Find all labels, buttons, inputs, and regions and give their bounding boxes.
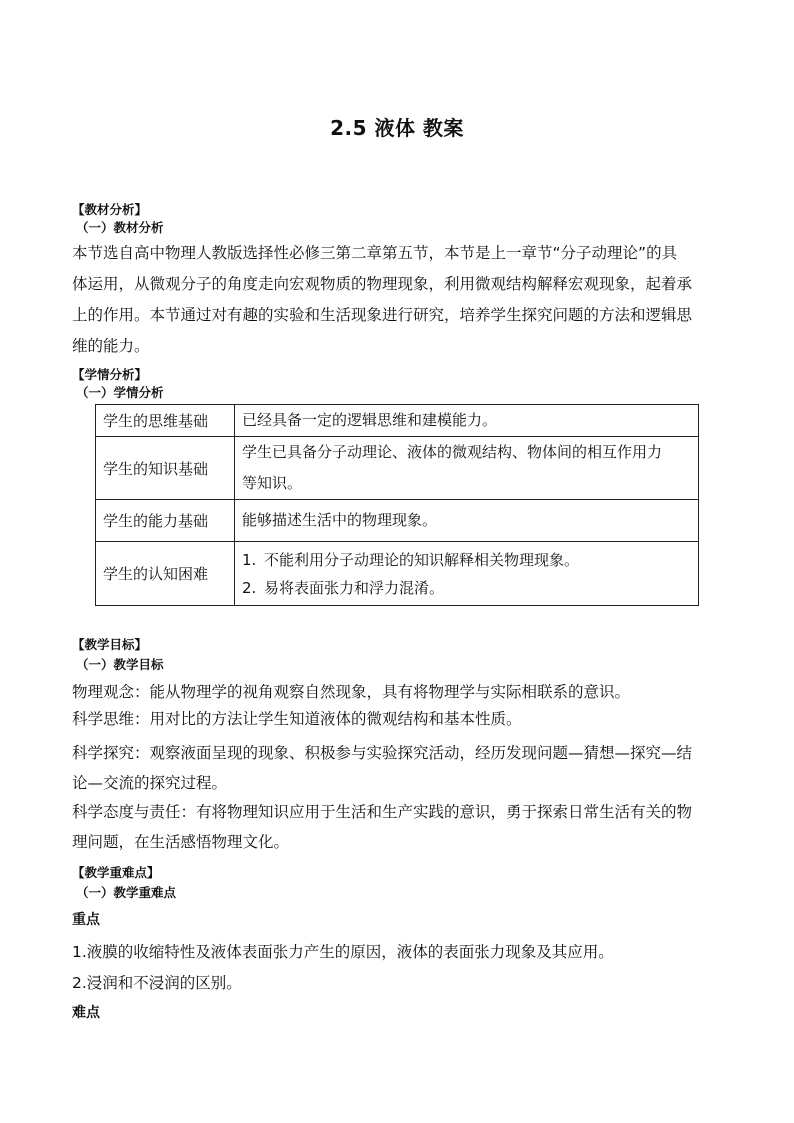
goal-line: 论—交流的探究过程。 — [72, 774, 228, 792]
section-heading-material-analysis: 【教材分析】 — [72, 202, 148, 217]
goal-line: 物理观念：能从物理学的视角观察自然现象，具有将物理学与实际相联系的意识。 — [72, 683, 631, 701]
table-cell-label: 学生的知识基础 — [96, 437, 235, 500]
table-cell-content — [235, 437, 699, 500]
table-cell-label: 学生的能力基础 — [96, 500, 235, 542]
paragraph-line: 上的作用。本节通过对有趣的实验和生活现象进行研究，培养学生探究问题的方法和逻辑思 — [72, 306, 693, 324]
table-cell-content — [235, 500, 699, 542]
cell-line: 能够描述生活中的物理现象。 — [242, 511, 438, 529]
goal-line: 科学态度与责任：有将物理知识应用于生活和生产实践的意识，勇于探索日常生活有关的物 — [72, 803, 693, 821]
list-number: 1. — [242, 550, 257, 569]
table-row — [96, 437, 699, 500]
list-number: 2. — [242, 578, 257, 597]
key-point-item: 2.浸润和不浸润的区别。 — [72, 974, 242, 992]
sub-heading-teaching-goals: （一）教学目标 — [76, 657, 164, 672]
section-heading-key-points: 【教学重难点】 — [72, 865, 160, 880]
list-text: 易将表面张力和浮力混淆。 — [264, 578, 445, 597]
cell-line: 等知识。 — [242, 474, 303, 492]
list-text: 不能利用分子动理论的知识解释相关物理现象。 — [264, 550, 580, 569]
paragraph-line: 本节选自高中物理人教版选择性必修三第二章第五节，本节是上一章节“分子动理论”的具 — [72, 244, 678, 262]
goal-line: 科学探究：观察液面呈现的现象、积极参与实验探究活动，经历发现问题—猜想—探究—结 — [72, 744, 693, 762]
section-heading-student-analysis: 【学情分析】 — [72, 367, 148, 382]
paragraph-line: 体运用，从微观分子的角度走向宏观物质的物理现象，利用微观结构解释宏观现象，起着承 — [72, 275, 693, 293]
student-analysis-table — [95, 404, 699, 606]
table-cell-content — [235, 542, 699, 606]
sub-heading-student-analysis: （一）学情分析 — [76, 385, 164, 400]
table-cell-content — [235, 405, 699, 437]
table-row — [96, 542, 699, 606]
table-row — [96, 500, 699, 542]
difficult-points-label: 难点 — [72, 1005, 100, 1021]
sub-heading-key-points: （一）教学重难点 — [76, 885, 177, 900]
goal-line: 科学思维：用对比的方法让学生知道液体的微观结构和基本性质。 — [72, 710, 522, 728]
cell-line: 已经具备一定的逻辑思维和建模能力。 — [242, 411, 498, 429]
list-item — [242, 574, 691, 602]
paragraph-line: 维的能力。 — [72, 337, 150, 355]
list-item — [242, 546, 691, 574]
key-points-label: 重点 — [72, 912, 100, 928]
table-row — [96, 405, 699, 437]
table-cell-label: 学生的思维基础 — [96, 405, 235, 437]
sub-heading-material-analysis: （一）教材分析 — [76, 220, 164, 235]
key-point-item: 1.液膜的收缩特性及液体表面张力产生的原因，液体的表面张力现象及其应用。 — [72, 943, 614, 961]
section-heading-teaching-goals: 【教学目标】 — [72, 637, 148, 652]
material-analysis-paragraph — [72, 238, 714, 362]
document-title: 2.5 液体 教案 — [330, 116, 464, 140]
table-cell-label: 学生的认知困难 — [96, 542, 235, 606]
cell-line: 学生已具备分子动理论、液体的微观结构、物体间的相互作用力 — [242, 443, 663, 461]
goal-line: 理问题，在生活感悟物理文化。 — [72, 833, 290, 851]
